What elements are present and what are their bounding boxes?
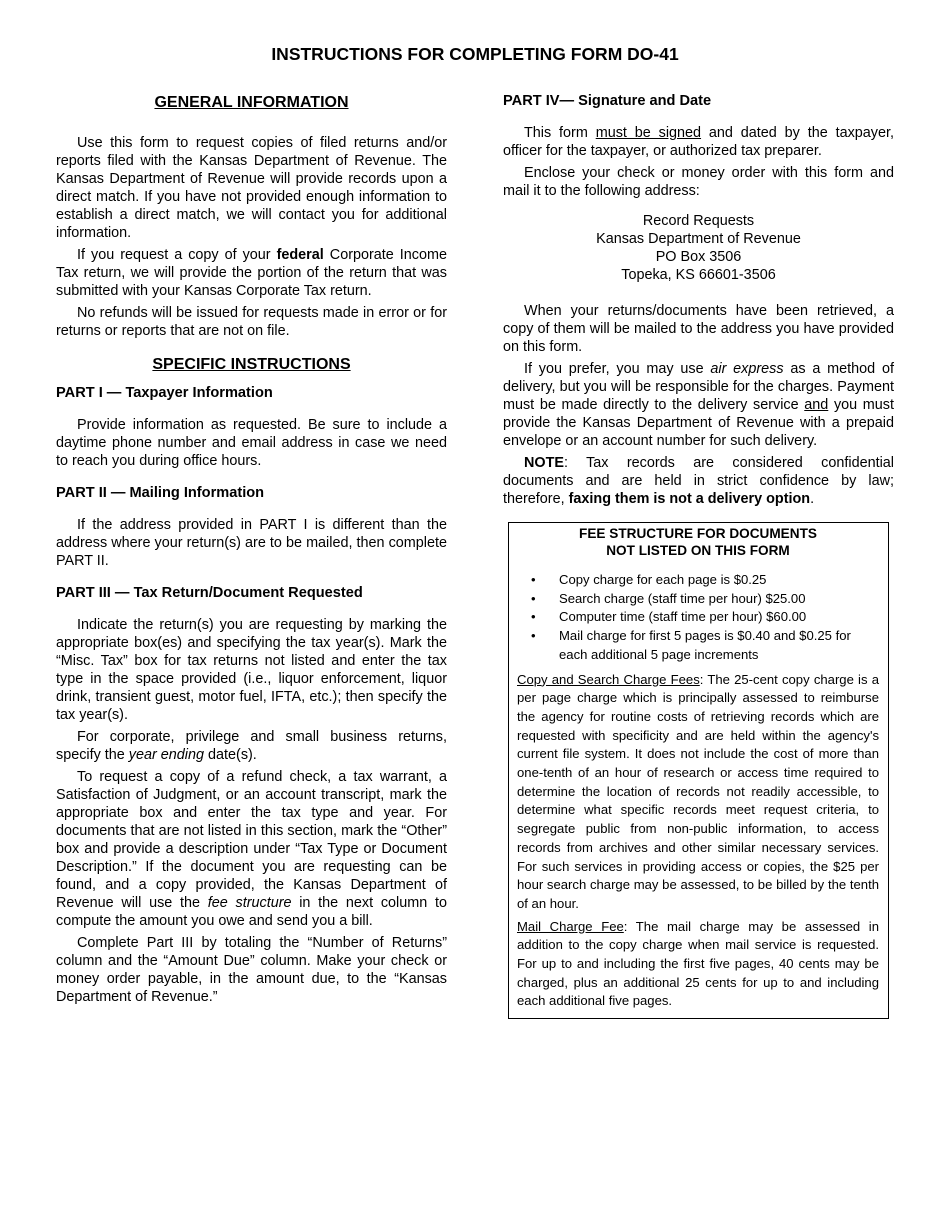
emphasis-federal: federal [276,247,324,263]
fee-title-line: FEE STRUCTURE FOR DOCUMENTS [579,526,817,541]
mail-charge-fee-label: Mail Charge Fee [517,918,624,934]
part4-heading: PART IV— Signature and Date [503,93,712,109]
bullet-icon: • [531,572,536,587]
fee-item-text: Computer time (staff time per hour) $60.00 [559,609,807,625]
part1-heading: PART I — Taxpayer Information [56,385,273,401]
specific-instructions-heading: SPECIFIC INSTRUCTIONS [152,356,351,373]
fee-item-text: Search charge (staff time per hour) $25.00 [559,590,806,606]
right-column [503,92,894,512]
part4-paragraph-1 [503,124,894,160]
text-span: Corporate Income Tax return, we will provide the portion of the return that was submitted with your Kansas Corporate Tax return. [56,247,447,299]
text-span: as a method of delivery, but you will be responsible for the charges. Payment must be made directly to the delivery service [503,361,894,413]
page-title: INSTRUCTIONS FOR COMPLETING FORM DO-41 [271,44,679,64]
fee-item-text: Copy charge for each page is $0.25 [559,572,767,587]
text-span: For corporate, privilege and small business returns, specify the [56,729,447,763]
general-paragraph-2 [56,246,447,300]
bullet-icon: • [531,590,536,606]
part3-heading: PART III — Tax Return/Document Requested [56,585,363,601]
text-span: : The mail charge may be assessed in addition to the copy charge when mail service is requested. For up to and including the first five pages, 40 cents may be charged, plus an additional 25 cents for up to and including each additional five pages. [517,918,879,1009]
part3-paragraph-1: Indicate the return(s) you are requesting by marking the appropriate box(es) and specifying the tax year(s). Mark the “Misc. Tax” box for tax returns not listed and enter the tax type in the space provided (i.e., liquor enforcement, liquor drink, transient guest, motor fuel, IFTA, etc.); then specify the tax year(s). [56,617,447,723]
text-span: in the next column to compute the amount you owe and send you a bill. [56,895,447,929]
part4-paragraph-2: Enclose your check or money order with this form and mail it to the following address: [503,165,894,199]
text-span: : The 25-cent copy charge is a per page charge which is principally assessed to reimburse the agency for routine costs of retrieving records which are requested with specificity and are held within the agency's current file system. It does not include the cost of more than one-tenth of an hour of research or access time required to determine the location of records not readily accessible, to determine what specific records meet request criteria, to segregate public from non-public information, to access records from archives and other similar necessary services. For such services in providing access or copies, the $25 per hour search charge may be assessed, to be billed by the tenth of an hour. [517,671,879,911]
text-span: : Tax records are considered confidential documents and are held in strict confidence by law; therefore, [503,455,894,507]
emphasis-air-express: air express [710,361,784,377]
fee-item-text: Mail charge for first 5 pages is $0.40 and $0.25 for each additional 5 page increments [559,628,851,662]
emphasis-must-be-signed: must be signed [595,125,702,141]
list-item [517,627,879,664]
address-line: Kansas Department of Revenue [596,231,801,247]
part4-paragraph-4 [503,360,894,450]
emphasis-year-ending: year ending [128,747,205,763]
text-span: If you request a copy of your [77,247,277,263]
part3-paragraph-2 [56,728,447,764]
emphasis-fee-structure: fee structure [207,895,292,911]
mail-charge-fee-paragraph [517,918,879,1012]
mailing-address [503,212,894,284]
text-span: you must provide the Kansas Department of Revenue with a prepaid envelope or an account number for such delivery. [503,397,894,449]
fee-title-line: NOT LISTED ON THIS FORM [606,543,790,558]
left-column [56,92,447,1010]
fee-structure-title [517,525,879,559]
text-span: and dated by the taxpayer, officer for the taxpayer, or authorized tax preparer. [503,125,895,159]
part3-paragraph-3 [56,768,447,930]
text-span: date(s). [204,747,257,763]
bullet-icon: • [531,609,536,625]
address-line: Record Requests [642,213,755,229]
emphasis-faxing: faxing them is not a delivery option [568,491,811,507]
text-span: . [810,491,815,507]
list-item [517,608,879,627]
text-span: This form [524,125,596,141]
general-information-heading: GENERAL INFORMATION [154,94,349,111]
note-paragraph [503,454,894,508]
address-line: PO Box 3506 [655,249,742,265]
copy-search-fees-paragraph [517,671,879,914]
part4-paragraph-3: When your returns/documents have been retrieved, a copy of them will be mailed to the address you have provided on this form. [503,303,894,355]
address-line: Topeka, KS 66601-3506 [621,267,776,283]
list-item [517,571,879,590]
general-paragraph-1: Use this form to request copies of filed returns and/or reports filed with the Kansas Department of Revenue. The Kansas Department of Revenue will provide records upon a direct match. If you have not provided enough information to establish a direct match, we will contact you for additional information. [56,135,447,241]
note-label: NOTE [524,455,564,471]
part3-paragraph-4: Complete Part III by totaling the “Number of Returns” column and the “Amount Due” column. Make your check or money order payable, in the amount due, to the “Kansas Department of Revenue.” [56,935,447,1005]
part1-paragraph: Provide information as requested. Be sure to include a daytime phone number and email address in case we need to reach you during office hours. [56,417,447,469]
copy-search-fees-label: Copy and Search Charge Fees [517,671,700,687]
text-span: To request a copy of a refund check, a tax warrant, a Satisfaction of Judgment, or an account transcript, mark the appropriate box and enter the tax type and year. For documents that are not listed in this section, mark the “Other” box and provide a description under “Tax Type or Document Description.” If the document you are requesting can be found, and a copy provided, the Kansas Department of Revenue will use the [56,769,447,911]
emphasis-and: and [804,397,829,413]
part2-heading: PART II — Mailing Information [56,485,265,501]
part2-paragraph: If the address provided in PART I is different than the address where your return(s) are to be mailed, then complete PART II. [56,517,447,569]
general-paragraph-3: No refunds will be issued for requests made in error or for returns or reports that are not on file. [56,305,447,339]
text-span: If you prefer, you may use [524,361,711,377]
list-item [517,590,879,609]
fee-list [517,571,879,665]
bullet-icon: • [531,628,536,644]
fee-structure-box [508,522,889,1019]
